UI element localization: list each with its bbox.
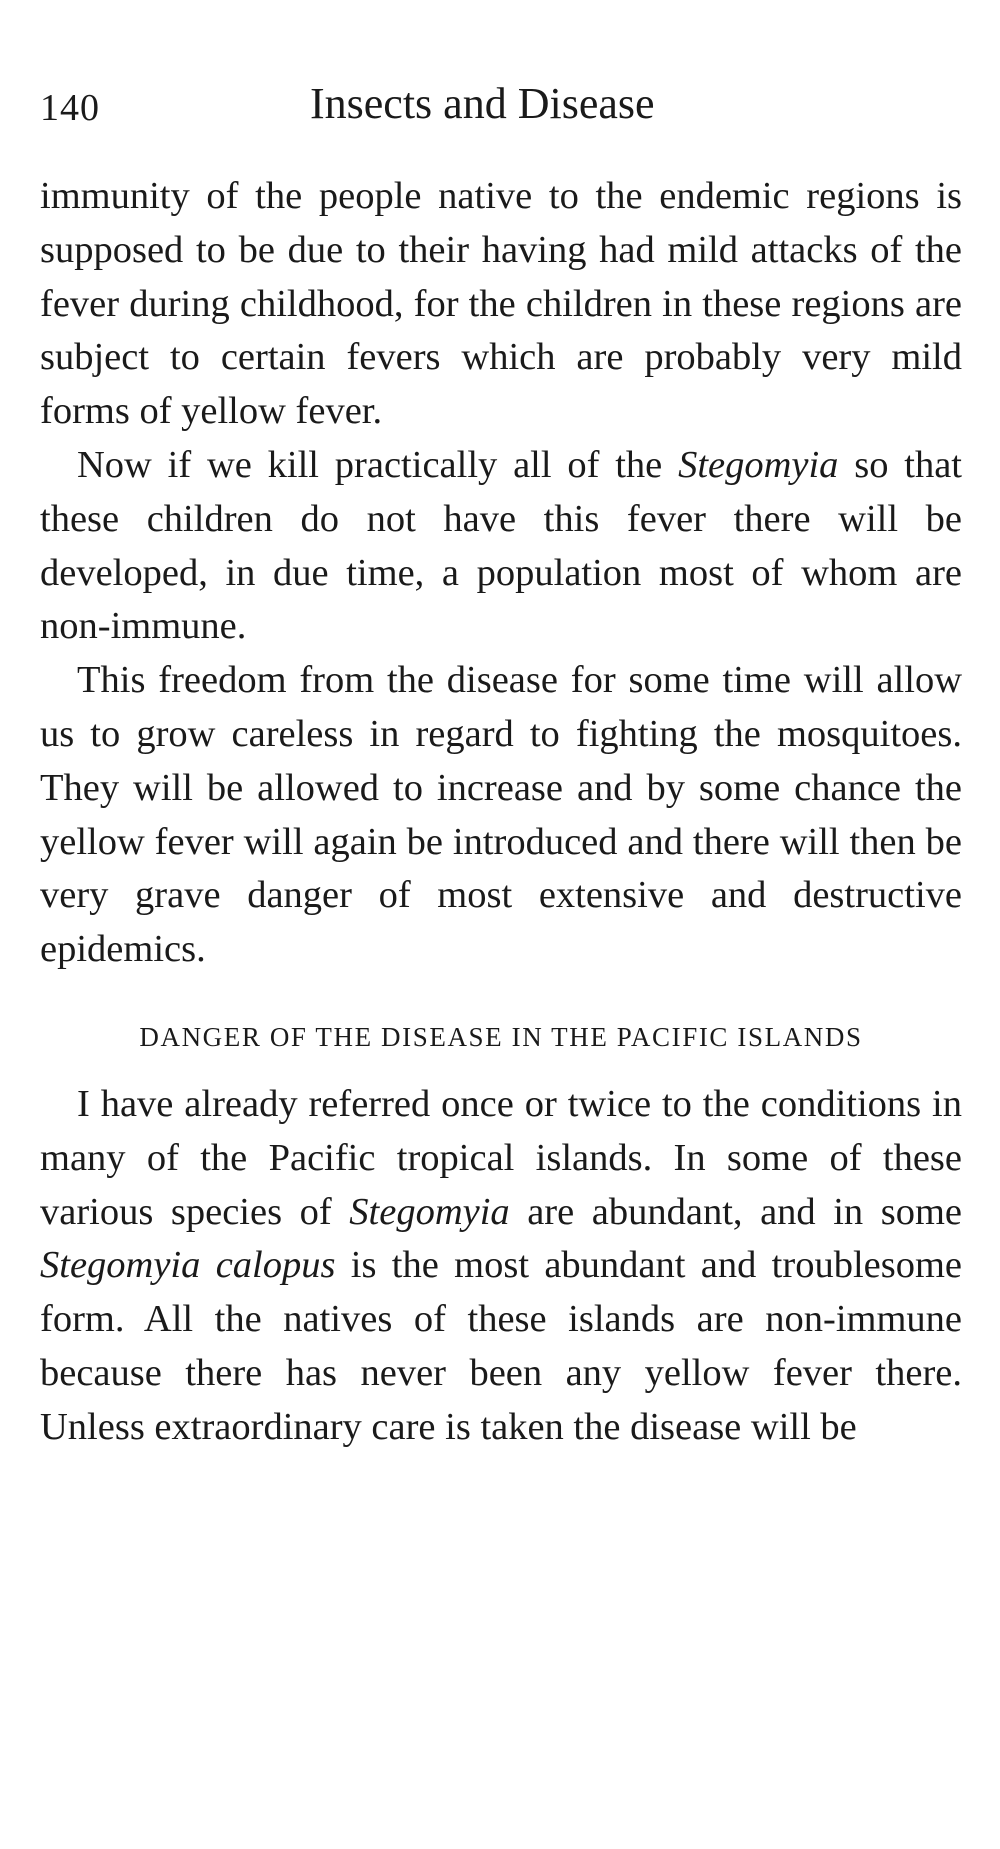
running-head [40,78,960,138]
page-number: 140 [40,87,100,129]
paragraph-4-text-b: are abundant, and in some [509,1190,963,1233]
paragraph-2-text-b: so that these children do not have this fever there will be developed, in due time, a population most of whom are non-immune. [40,443,963,648]
paragraph-2 [40,439,962,654]
paragraph-2-text-a: Now if we kill practically all of the [77,443,679,486]
running-title: Insects and Disease [310,79,655,128]
section-heading: DANGER OF THE DISEASE IN THE PACIFIC ISLANDS [139,1021,863,1052]
paragraph-2-italic: Stegomyia [678,443,839,486]
paragraph-4-italic-b: Stegomyia calopus [40,1244,336,1287]
paragraph-4-italic-a: Stegomyia [349,1190,510,1233]
paragraph-1: immunity of the people native to the endemic regions is supposed to be due to their having had mild attacks of the fever during childhood, for the children in these regions are subject to certain fevers which are probably very mild forms of yellow fever. [40,175,962,433]
paragraph-4-text-c: is the most abundant and troublesome form. All the natives of these islands are non-immune because there has never been any yellow fever there. Unless extraordinary care is taken the disease will be [40,1244,963,1448]
body-text [40,170,962,1455]
paragraph-3: This freedom from the disease for some time will allow us to grow careless in regard to fighting the mosquitoes. They will be allowed to increase and by some chance the yellow fever will again be introduced and there will then be very grave danger of most extensive and destructive epidemics. [40,659,962,971]
paragraph-4-text-a: I have already referred once or twice to the conditions in many of the Pacific tropical islands. In some of these various species of [40,1082,962,1233]
paragraph-4 [40,1078,962,1455]
